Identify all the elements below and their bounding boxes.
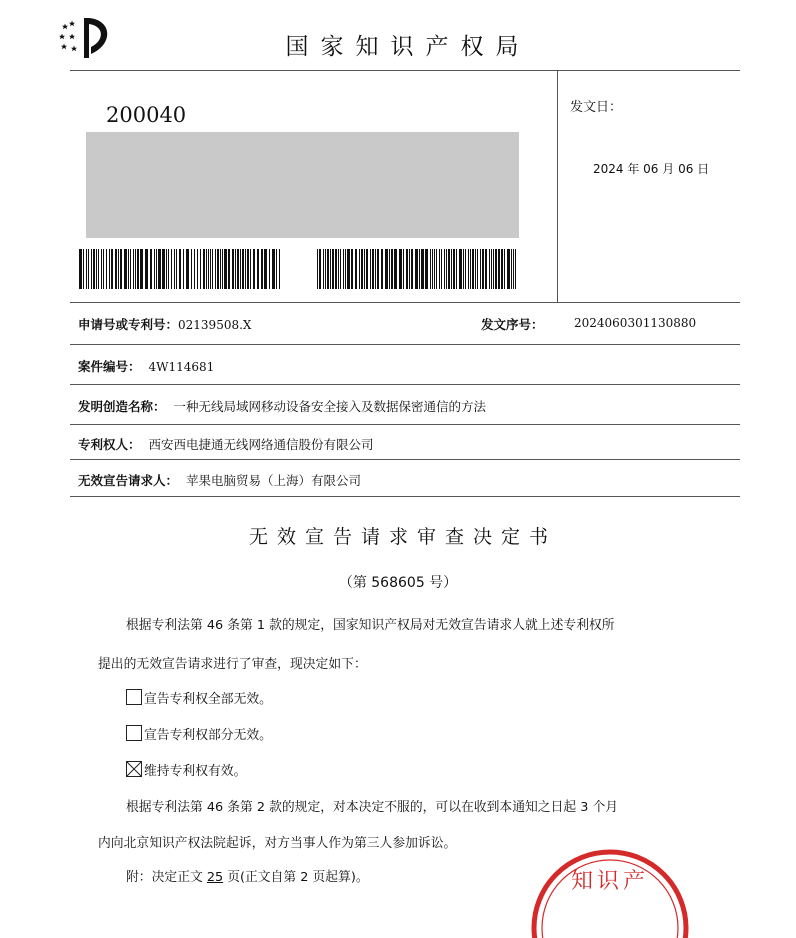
barcode-bar [200, 249, 201, 289]
barcode-bar [206, 249, 207, 289]
barcode-bar [140, 249, 143, 289]
requester-row [78, 471, 361, 489]
barcode-bar [191, 249, 192, 289]
barcode-bar [210, 249, 211, 289]
barcode-bar [137, 249, 139, 289]
serial-number-row [481, 315, 544, 333]
barcode-bar [430, 249, 431, 289]
barcode-bar [340, 249, 341, 289]
barcode-bar [470, 249, 471, 289]
paragraph-1-line-1: 根据专利法第 46 条第 1 款的规定，国家知识产权局对无效宣告请求人就上述专利权所 [126, 618, 615, 633]
barcode-bar [504, 249, 505, 289]
barcode-bar [130, 249, 131, 289]
barcode-bar [444, 249, 445, 289]
option-label: 宣告专利权全部无效。 [144, 692, 272, 707]
barcode-bar [242, 249, 244, 289]
barcode-bar [501, 249, 503, 289]
barcode-bar [183, 249, 184, 289]
application-number-row [78, 315, 251, 333]
decision-title: 无效宣告请求审查决定书 [248, 526, 557, 548]
barcode-bar [272, 249, 275, 289]
barcode-bar [513, 249, 514, 289]
invention-title-row [78, 397, 486, 415]
barcode-bar [411, 249, 413, 289]
barcode-bar [197, 249, 198, 289]
barcode-bar [482, 249, 484, 289]
barcode-bar [171, 249, 172, 289]
barcode-bar [459, 249, 462, 289]
barcode-bar [381, 249, 383, 289]
barcode-bar [128, 249, 129, 289]
serial-number: 2024060301130880 [574, 316, 697, 330]
barcode-bar [403, 249, 404, 289]
barcode-bar [491, 249, 492, 289]
barcode-bar [166, 249, 167, 289]
barcode-bar [345, 249, 346, 289]
barcode-bar [493, 249, 494, 289]
barcode-bar [366, 249, 368, 289]
barcode-left [79, 249, 282, 289]
barcode-bar [495, 249, 497, 289]
official-seal [520, 848, 700, 938]
barcode-bar [269, 249, 270, 289]
barcode-bar [250, 249, 251, 289]
barcode-bar [477, 249, 478, 289]
row-divider [70, 302, 740, 303]
barcode-bar [179, 249, 181, 289]
barcode-bar [264, 249, 267, 289]
option-maintain-valid [126, 760, 246, 779]
barcode-bar [439, 249, 440, 289]
barcode-bar [120, 249, 122, 289]
cross-mark-icon [127, 762, 141, 776]
barcode-bar [364, 249, 365, 289]
barcode-bar [118, 249, 119, 289]
paragraph-1-line-2: 提出的无效宣告请求进行了审查，现决定如下： [98, 657, 367, 672]
barcode-bar [145, 249, 148, 289]
barcode-bar [325, 249, 326, 289]
office-name: 国家知识产权局 [285, 34, 531, 60]
barcode-bar [319, 249, 321, 289]
row-divider [70, 344, 740, 345]
barcode-bar [203, 249, 205, 289]
row-divider [70, 496, 740, 497]
attachment-pages: 25 [206, 870, 224, 885]
barcode-bar [347, 249, 350, 289]
serial-number-label: 发文序号： [481, 317, 544, 332]
barcode-bar [158, 249, 161, 289]
barcode-bar [106, 249, 107, 289]
checkbox-checked [126, 761, 142, 777]
barcode-bar [91, 249, 92, 289]
barcode-bar [419, 249, 420, 289]
barcode-bar [176, 249, 177, 289]
barcode-bar [456, 249, 457, 289]
barcode-bar [399, 249, 402, 289]
barcode-bar [463, 249, 464, 289]
barcode-bar [150, 249, 152, 289]
barcode-bar [406, 249, 408, 289]
row-divider [70, 424, 740, 425]
checkbox-unchecked [126, 689, 142, 705]
barcode-bar [174, 249, 175, 289]
paragraph-2-line-1: 根据专利法第 46 条第 2 款的规定，对本决定不服的，可以在收到本通知之日起 3 个月 [126, 800, 619, 815]
barcode-bar [421, 249, 424, 289]
patentee-row [78, 435, 373, 453]
barcode-bar [323, 249, 324, 289]
seal-text: 知识产 [570, 869, 650, 894]
barcode-bar [465, 249, 466, 289]
barcode-bar [111, 249, 113, 289]
requester-label: 无效宣告请求人： [78, 473, 179, 488]
barcode-bar [261, 249, 263, 289]
barcode-bar [168, 249, 169, 289]
header-divider [70, 70, 740, 71]
barcode-bar [194, 249, 195, 289]
barcode-bar [436, 249, 437, 289]
barcode-bar [279, 249, 280, 289]
barcode-bar [515, 249, 516, 289]
barcode-bar [133, 249, 134, 289]
barcode-bar [93, 249, 95, 289]
barcode-bar [103, 249, 104, 289]
barcode-bar [372, 249, 374, 289]
barcode-bar [409, 249, 410, 289]
barcode-bar [472, 249, 474, 289]
barcode-bar [317, 249, 318, 289]
barcode-bar [232, 249, 234, 289]
barcode-bar [79, 249, 82, 289]
barcode-bar [215, 249, 216, 289]
option-invalid-partial [126, 724, 272, 743]
row-divider [70, 384, 740, 385]
checkbox-unchecked [126, 725, 142, 741]
barcode-bar [389, 249, 390, 289]
issue-date-divider [557, 71, 558, 302]
barcode-bar [228, 249, 230, 289]
barcode-bar [335, 249, 337, 289]
barcode-bar [220, 249, 221, 289]
barcode-bar [425, 249, 428, 289]
application-number: 02139508.X [178, 318, 252, 332]
barcode-bar [385, 249, 388, 289]
barcode-bar [480, 249, 481, 289]
barcode-bar [96, 249, 97, 289]
barcode-bar [154, 249, 155, 289]
barcode-bar [359, 249, 360, 289]
barcode-bar [156, 249, 157, 289]
barcode-bar [257, 249, 259, 289]
barcode-bar [475, 249, 476, 289]
barcode-bar [355, 249, 357, 289]
barcode-bar [101, 249, 102, 289]
barcode-bar [86, 249, 87, 289]
barcode-bar [212, 249, 213, 289]
barcode-bar [115, 249, 117, 289]
barcode-bar [343, 249, 344, 289]
barcode-bar [361, 249, 363, 289]
barcode-bar [235, 249, 236, 289]
case-number-label: 案件编号： [78, 359, 141, 374]
barcode-bar [511, 249, 512, 289]
barcode-bar [415, 249, 418, 289]
option-label: 宣告专利权部分无效。 [144, 728, 272, 743]
barcode-bar [124, 249, 127, 289]
barcode-bar [224, 249, 227, 289]
barcode-bar [247, 249, 249, 289]
invention-title: 一种无线局域网移动设备安全接入及数据保密通信的方法 [173, 399, 486, 414]
barcode-bar [240, 249, 241, 289]
barcode-bar [485, 249, 487, 289]
attachment-note [126, 866, 369, 885]
case-number-row [78, 357, 214, 375]
issue-date-label: 发文日： [570, 100, 623, 115]
barcode-bar [217, 249, 219, 289]
barcode-bar [332, 249, 334, 289]
barcode-bar [394, 249, 397, 289]
barcode-bar [109, 249, 110, 289]
issue-date: 2024 年 06 月 06 日 [593, 162, 710, 176]
barcode-bar [330, 249, 331, 289]
barcode-bar [186, 249, 189, 289]
barcode-bar [276, 249, 277, 289]
barcode-bar [338, 249, 339, 289]
attachment-prefix: 附：决定正文 [126, 870, 207, 885]
postal-code: 200040 [106, 103, 187, 127]
barcode-bar [453, 249, 455, 289]
redacted-address-block [86, 132, 519, 238]
case-number: 4W114681 [148, 360, 215, 374]
barcode-bar [451, 249, 452, 289]
barcode-bar [375, 249, 376, 289]
barcode-bar [98, 249, 99, 289]
barcode-bar [88, 249, 89, 289]
attachment-suffix: 页(正文自第 2 页起算)。 [223, 870, 369, 885]
barcode-bar [245, 249, 246, 289]
barcode-bar [351, 249, 353, 289]
barcode-bar [377, 249, 379, 289]
row-divider [70, 459, 740, 460]
barcode-bar [498, 249, 500, 289]
application-number-label: 申请号或专利号： [78, 317, 179, 332]
patentee: 西安西电捷通无线网络通信股份有限公司 [148, 437, 374, 452]
barcode-bar [507, 249, 510, 289]
barcode-bar [208, 249, 209, 289]
paragraph-2-line-2: 内向北京知识产权法院起诉，对方当事人作为第三人参加诉讼。 [98, 836, 457, 851]
barcode-bar [162, 249, 165, 289]
barcode-bar [468, 249, 469, 289]
barcode-bar [327, 249, 329, 289]
decision-number: （第 568605 号） [338, 575, 458, 591]
barcode-bar [237, 249, 239, 289]
barcode-bar [83, 249, 84, 289]
option-label: 维持专利权有效。 [144, 764, 247, 779]
barcode-bar [222, 249, 223, 289]
barcode-bar [432, 249, 433, 289]
option-invalid-all [126, 688, 272, 707]
barcode-bar [434, 249, 435, 289]
barcode-bar [489, 249, 490, 289]
barcode-bar [253, 249, 255, 289]
patentee-label: 专利权人： [78, 437, 141, 452]
requester: 苹果电脑贸易（上海）有限公司 [185, 473, 361, 488]
barcode-bar [370, 249, 371, 289]
invention-title-label: 发明创造名称： [78, 399, 166, 414]
barcode-bar [446, 249, 447, 289]
barcode-bar [441, 249, 442, 289]
barcode-bar [135, 249, 136, 289]
barcode-bar [448, 249, 450, 289]
barcode-right [317, 249, 519, 289]
barcode-bar [391, 249, 393, 289]
